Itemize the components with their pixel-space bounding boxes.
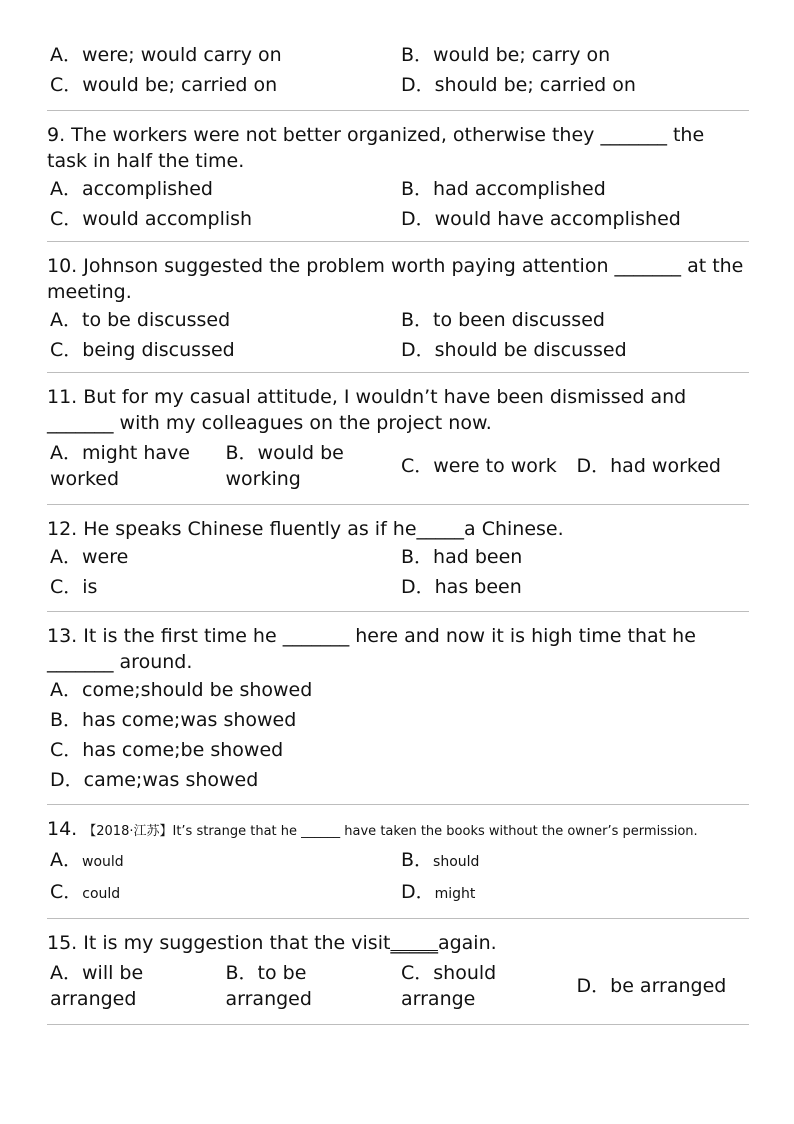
- option-letter: D．: [401, 881, 435, 903]
- question-stem: [47, 816, 749, 845]
- question-9: [47, 111, 749, 242]
- option-a: A．will be arranged: [50, 962, 144, 1010]
- question-text: 【2018·江苏】It’s strange that he ______ have taken the books without the owner’s permission.: [83, 824, 698, 839]
- option-a: A．to be discussed: [50, 309, 231, 331]
- option-c: C．would be; carried on: [50, 74, 278, 96]
- option-d: [398, 877, 749, 909]
- option-a: A．were: [50, 546, 129, 568]
- answer-blank: _____: [390, 932, 438, 954]
- option-b: B．would be; carry on: [401, 44, 611, 66]
- option-text: could: [82, 886, 121, 902]
- question-stem: 11. But for my casual attitude, I wouldn’t have been dismissed and _______ with my colleagues on the project now.: [47, 386, 687, 434]
- option-c: C．being discussed: [50, 339, 235, 361]
- question-stem: 12. He speaks Chinese fluently as if he_____a Chinese.: [47, 518, 564, 540]
- question-13: [47, 612, 749, 805]
- option-d: D．should be; carried on: [401, 74, 636, 96]
- option-b: B．to be arranged: [225, 962, 312, 1010]
- question-stem: 9. The workers were not better organized, otherwise they _______ the task in half the time.: [47, 124, 705, 172]
- option-d: D．came;was showed: [50, 769, 259, 791]
- option-letter: C．: [50, 881, 83, 903]
- worksheet: [47, 0, 749, 1025]
- question-12: [47, 505, 749, 612]
- option-d: D．would have accomplished: [401, 208, 681, 230]
- option-b: B．had accomplished: [401, 178, 606, 200]
- option-d: D．be arranged: [576, 975, 727, 997]
- option-b: B．had been: [401, 546, 523, 568]
- option-d: D．should be discussed: [401, 339, 627, 361]
- option-b: B．would be working: [225, 442, 344, 490]
- option-b: [398, 845, 749, 877]
- option-a: [47, 845, 398, 877]
- option-text: would: [82, 854, 124, 870]
- option-d: D．had worked: [576, 455, 721, 477]
- question-stem: [47, 930, 749, 956]
- question-number: 14.: [47, 818, 78, 840]
- option-letter: A．: [50, 849, 82, 871]
- question-8: [47, 0, 749, 111]
- option-c: [47, 877, 398, 909]
- option-text: should: [433, 854, 480, 870]
- question-text: 15. It is my suggestion that the visit: [47, 932, 391, 954]
- option-c: C．should arrange: [401, 962, 497, 1010]
- option-b: B．has come;was showed: [50, 709, 297, 731]
- question-15: [47, 919, 749, 1025]
- option-c: C．would accomplish: [50, 208, 253, 230]
- question-text-end: again.: [437, 932, 497, 954]
- question-10: [47, 242, 749, 373]
- option-a: A．were; would carry on: [50, 44, 282, 66]
- option-letter: B．: [401, 849, 434, 871]
- question-stem: 13. It is the first time he _______ here and now it is high time that he _______ around.: [47, 625, 696, 673]
- question-stem: 10. Johnson suggested the problem worth paying attention _______ at the meeting.: [47, 255, 744, 303]
- option-d: D．has been: [401, 576, 522, 598]
- question-11: [47, 373, 749, 505]
- option-c: C．has come;be showed: [50, 739, 284, 761]
- option-c: C．is: [50, 576, 98, 598]
- option-a: A．come;should be showed: [50, 679, 313, 701]
- option-b: B．to been discussed: [401, 309, 605, 331]
- question-14: [47, 805, 749, 919]
- option-a: A．might have worked: [50, 442, 190, 490]
- option-a: A．accomplished: [50, 178, 213, 200]
- option-c: C．were to work: [401, 455, 557, 477]
- option-text: might: [434, 886, 476, 902]
